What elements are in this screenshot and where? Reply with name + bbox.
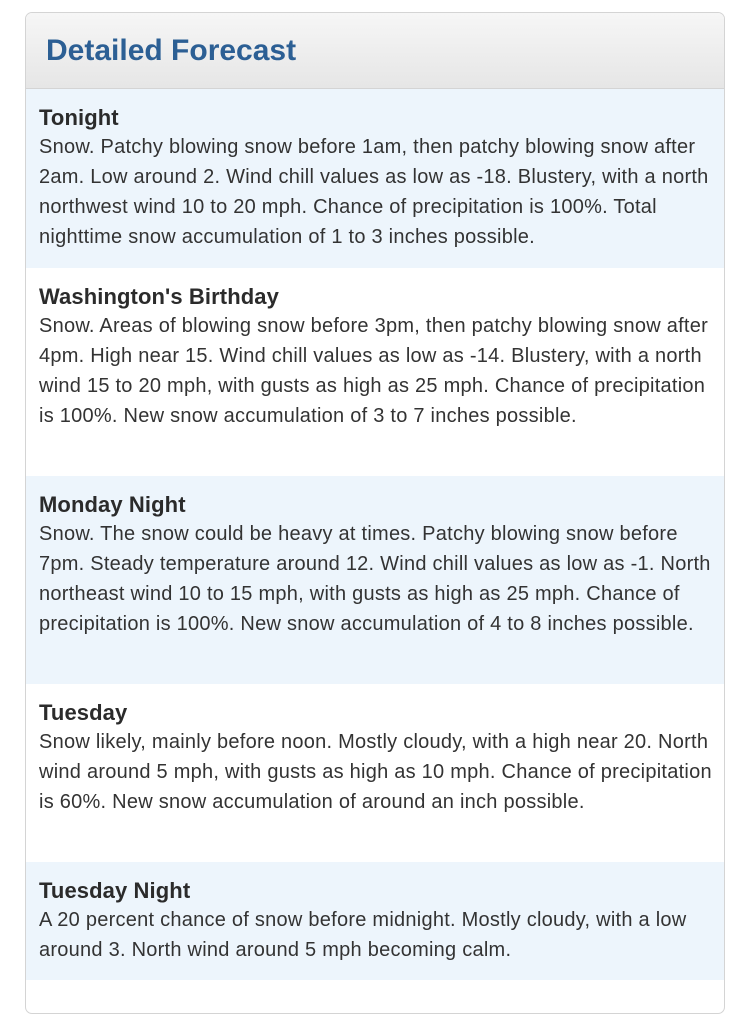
- forecast-row-tuesday: [26, 684, 724, 862]
- forecast-period-label: Tuesday Night: [39, 878, 191, 903]
- forecast-row-monday-night: [26, 476, 724, 684]
- forecast-period-label: Tonight: [39, 105, 119, 130]
- panel-title: Detailed Forecast: [46, 34, 297, 67]
- forecast-period-label: Monday Night: [39, 492, 186, 517]
- forecast-period-label: Tuesday: [39, 700, 128, 725]
- forecast-period-text: Snow likely, mainly before noon. Mostly cloudy, with a high near 20. North wind around 5 mph, with gusts as high as 10 mph. Chance of precipitation is 60%. New snow accumulation of around an inch possible.: [39, 731, 712, 813]
- forecast-period-text: Snow. The snow could be heavy at times. Patchy blowing snow before 7pm. Steady temperature around 12. Wind chill values as low as -1. North northeast wind 10 to 15 mph, with gusts as high as 25 mph. Chance of precipitation is 100%. New snow accumulation of 4 to 8 inches possible.: [39, 523, 711, 635]
- forecast-period-text: Snow. Patchy blowing snow before 1am, then patchy blowing snow after 2am. Low around 2. Wind chill values as low as -18. Blustery, with a north northwest wind 10 to 20 mph. Chance of precipitation is 100%. Total nighttime snow accumulation of 1 to 3 inches possible.: [39, 136, 709, 248]
- forecast-period-text: Snow. Areas of blowing snow before 3pm, then patchy blowing snow after 4pm. High near 15. Wind chill values as low as -14. Blustery, with a north wind 15 to 20 mph, with gusts as high as 25 mph. Chance of precipitation is 100%. New snow accumulation of 3 to 7 inches possible.: [39, 315, 708, 427]
- detailed-forecast-panel: [25, 12, 725, 1014]
- forecast-row-next: [26, 980, 724, 1014]
- forecast-row-tonight: [26, 89, 724, 268]
- panel-header: [26, 13, 724, 89]
- forecast-period-text: A 20 percent chance of snow before midnight. Mostly cloudy, with a low around 3. North wind around 5 mph becoming calm.: [39, 909, 687, 961]
- forecast-row-tuesday-night: [26, 862, 724, 980]
- forecast-period-label: Washington's Birthday: [39, 284, 279, 309]
- forecast-row-washingtons-birthday: [26, 268, 724, 476]
